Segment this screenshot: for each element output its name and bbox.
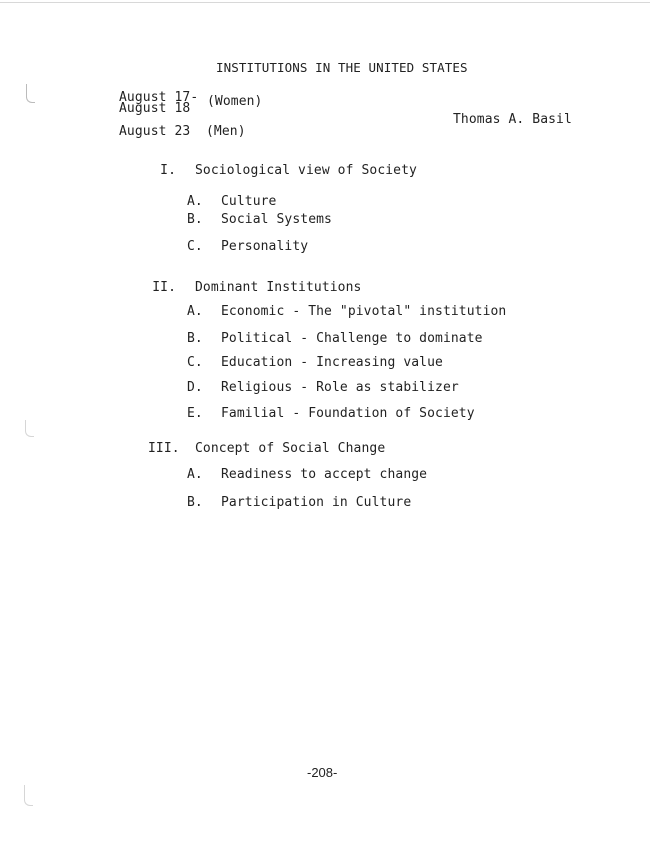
author-name: Thomas A. Basil — [453, 112, 572, 127]
item-letter: C. — [187, 355, 203, 370]
item-letter: A. — [187, 194, 203, 209]
item-letter: D. — [187, 380, 203, 395]
item-text: Familial - Foundation of Society — [221, 406, 475, 421]
date-line-3: August 23 — [119, 124, 191, 139]
item-letter: E. — [187, 406, 203, 421]
date-line-2: August 18 — [119, 101, 191, 116]
margin-mark — [26, 84, 35, 103]
item-text: Social Systems — [221, 212, 332, 227]
item-text: Political - Challenge to dominate — [221, 331, 483, 346]
item-text: Religious - Role as stabilizer — [221, 380, 459, 395]
group-men: (Men) — [206, 124, 246, 139]
section-numeral: I. — [160, 163, 176, 178]
item-letter: A. — [187, 467, 203, 482]
item-text: Participation in Culture — [221, 495, 412, 510]
section-heading: Sociological view of Society — [195, 163, 417, 178]
group-women: (Women) — [207, 94, 263, 109]
section-heading: Dominant Institutions — [195, 280, 362, 295]
item-text: Education - Increasing value — [221, 355, 443, 370]
item-text: Culture — [221, 194, 277, 209]
document-title: INSTITUTIONS IN THE UNITED STATES — [216, 60, 468, 75]
margin-mark — [24, 785, 33, 806]
item-text: Economic - The "pivotal" institution — [221, 304, 507, 319]
item-letter: C. — [187, 239, 203, 254]
date-line-1: August 17- — [119, 90, 199, 105]
margin-mark — [25, 420, 34, 437]
item-text: Readiness to accept change — [221, 467, 428, 482]
section-heading: Concept of Social Change — [195, 441, 386, 456]
item-letter: B. — [187, 495, 203, 510]
item-text: Personality — [221, 239, 309, 254]
section-numeral: II. — [152, 280, 176, 295]
page-number: -208- — [307, 765, 338, 780]
item-letter: A. — [187, 304, 203, 319]
item-letter: B. — [187, 212, 203, 227]
top-edge-line — [0, 2, 650, 3]
item-letter: B. — [187, 331, 203, 346]
section-numeral: III. — [148, 441, 180, 456]
